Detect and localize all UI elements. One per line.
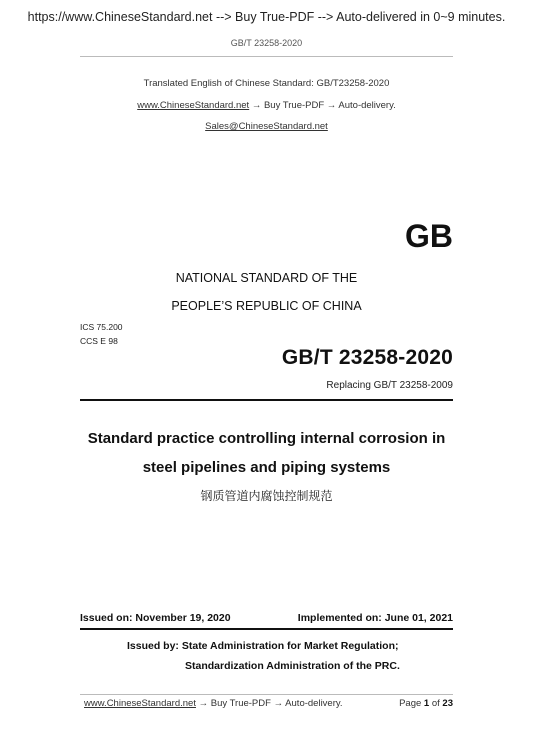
national-standard-line2: PEOPLE’S REPUBLIC OF CHINA — [171, 299, 362, 313]
ics-code: ICS 75.200 — [80, 322, 123, 332]
site-line-rest: → Buy True-PDF → Auto-delivery. — [249, 100, 396, 111]
header-divider — [80, 56, 453, 57]
site-link[interactable]: www.ChineseStandard.net — [137, 100, 250, 111]
replacing-note: Replacing GB/T 23258-2009 — [326, 380, 453, 391]
title-line2: steel pipelines and piping systems — [142, 459, 391, 476]
email-link[interactable]: Sales@ChineseStandard.net — [205, 121, 328, 132]
footer-divider — [80, 694, 453, 695]
standard-number: GB/T 23258-2020 — [281, 346, 453, 369]
top-banner[interactable]: https://www.ChineseStandard.net --> Buy True-PDF --> Auto-delivered in 0~9 minutes. — [27, 10, 506, 24]
ccs-code: CCS E 98 — [80, 336, 118, 346]
title-chinese: 钢质管道内腐蚀控制规范 — [200, 489, 333, 503]
national-standard-line1: NATIONAL STANDARD OF THE — [175, 271, 358, 285]
issued-by-line2: Standardization Administration of the PRC. — [185, 660, 400, 672]
email-line — [0, 121, 533, 132]
page-label: Page — [399, 698, 422, 709]
implemented-on: Implemented on: June 01, 2021 — [297, 612, 453, 624]
footer-site-link[interactable]: www.ChineseStandard.net — [84, 698, 196, 709]
page-indicator — [399, 698, 453, 709]
header-doc-id: GB/T 23258-2020 — [230, 38, 303, 48]
title-top-rule — [80, 399, 453, 401]
footer-site — [84, 698, 343, 709]
gb-logo: GB — [405, 218, 453, 254]
translated-note: Translated English of Chinese Standard: GB/T23258-2020 — [143, 78, 390, 89]
footer-site-rest: → Buy True-PDF → Auto-delivery. — [195, 698, 343, 709]
page-current: 1 — [423, 698, 430, 709]
page-of: of — [431, 698, 440, 709]
issued-by-line1: Issued by: State Administration for Market Regulation; — [127, 640, 399, 652]
title-line1: Standard practice controlling internal corrosion in — [87, 430, 446, 447]
site-line — [0, 100, 533, 111]
page-total: 23 — [442, 698, 453, 709]
issue-rule — [80, 628, 453, 630]
issued-on: Issued on: November 19, 2020 — [80, 612, 231, 624]
